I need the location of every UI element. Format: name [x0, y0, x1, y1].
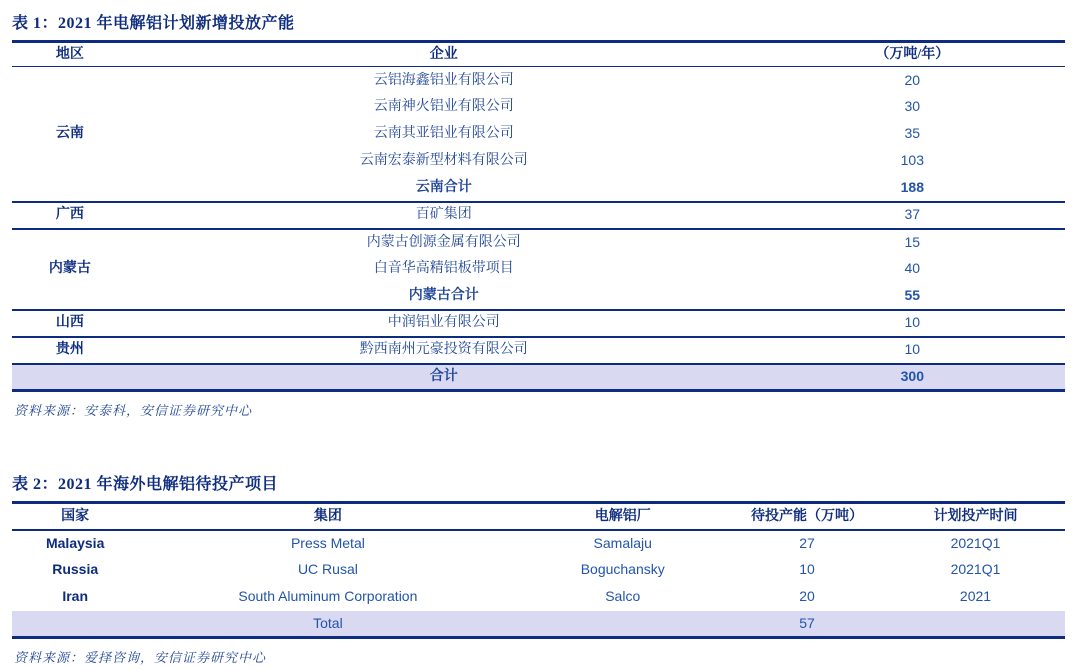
total-capacity-cell: 57	[799, 614, 815, 631]
group-cell: UC Rusal	[297, 561, 358, 578]
time-cell: 2021Q1	[950, 534, 1001, 551]
time-cell: 2021Q1	[950, 561, 1001, 578]
company-cell: 云南神火铝业有限公司	[373, 99, 514, 115]
table2-header-plant: 电解铝厂	[594, 508, 651, 524]
table-row	[12, 148, 1065, 175]
value-cell: 103	[900, 152, 924, 169]
table2-header-group: 集团	[313, 508, 342, 524]
table-row	[12, 256, 1065, 283]
table2	[12, 501, 1065, 639]
table-row	[12, 584, 1065, 611]
region-cell: 内蒙古	[48, 261, 91, 277]
table1-header-row	[12, 42, 1065, 67]
subtotal-label-cell: 内蒙古合计	[408, 287, 479, 303]
company-cell: 中润铝业有限公司	[387, 315, 500, 331]
company-cell: 黔西南州元豪投资有限公司	[359, 342, 528, 358]
table-row	[12, 530, 1065, 557]
subtotal-row	[12, 283, 1065, 310]
table1	[12, 40, 1065, 392]
table2-title: 表 2：2021 年海外电解铝待投产项目	[12, 476, 279, 493]
source-note: 资料来源：安泰科，安信证券研究中心	[14, 403, 253, 418]
table-row	[12, 94, 1065, 121]
value-cell: 40	[904, 260, 921, 277]
table-row	[12, 67, 1065, 94]
table-row	[12, 121, 1065, 148]
total-label-cell: 合计	[429, 369, 458, 385]
value-cell: 10	[904, 314, 921, 331]
empty-cell	[517, 611, 728, 638]
value-cell: 30	[904, 98, 921, 115]
empty-cell	[12, 611, 138, 638]
company-cell: 云南宏泰新型材料有限公司	[359, 153, 528, 169]
capacity-cell: 10	[799, 561, 815, 578]
empty-cell	[886, 611, 1065, 638]
table-row	[12, 202, 1065, 229]
country-cell: Malaysia	[45, 534, 105, 551]
table1-title: 表 1：2021 年电解铝计划新增投放产能	[12, 15, 295, 32]
capacity-cell: 20	[799, 588, 815, 605]
table2-section	[12, 471, 1065, 666]
source-note: 资料来源：爱择咨询，安信证券研究中心	[14, 650, 267, 665]
subtotal-label-cell: 云南合计	[415, 179, 472, 195]
table1-header-company: 企业	[429, 46, 458, 62]
empty-cell	[12, 364, 128, 391]
time-cell: 2021	[959, 588, 992, 605]
subtotal-value-cell: 55	[904, 286, 921, 303]
value-cell: 20	[904, 71, 921, 88]
value-cell: 15	[904, 233, 921, 250]
country-cell: Russia	[52, 561, 99, 578]
company-cell: 百矿集团	[415, 207, 472, 223]
table-row	[12, 557, 1065, 584]
table2-header-country: 国家	[61, 508, 90, 524]
total-row	[12, 611, 1065, 638]
total-value-cell: 300	[900, 368, 924, 385]
table2-header-time: 计划投产时间	[933, 508, 1018, 524]
region-cell: 广西	[55, 207, 84, 223]
company-cell: 白音华高精铝板带项目	[373, 261, 514, 277]
value-cell: 10	[904, 341, 921, 358]
table2-header-row	[12, 503, 1065, 530]
subtotal-row	[12, 175, 1065, 202]
value-cell: 37	[904, 206, 921, 223]
region-cell: 贵州	[55, 342, 84, 358]
group-cell: Press Metal	[290, 534, 365, 551]
table1-header-region: 地区	[55, 46, 84, 62]
plant-cell: Salco	[605, 588, 641, 605]
country-cell: Iran	[62, 588, 89, 605]
plant-cell: Samalaju	[593, 534, 652, 551]
table-row	[12, 229, 1065, 256]
group-cell: South Aluminum Corporation	[238, 588, 418, 605]
company-cell: 云铝海鑫铝业有限公司	[373, 72, 514, 88]
table1-header-capacity: （万吨/年）	[875, 46, 950, 62]
value-cell: 35	[904, 125, 921, 142]
table-row	[12, 310, 1065, 337]
table2-header-capacity: 待投产能（万吨）	[751, 508, 863, 524]
region-cell: 云南	[55, 126, 84, 142]
company-cell: 云南其亚铝业有限公司	[373, 126, 514, 142]
company-cell: 内蒙古创源金属有限公司	[366, 234, 521, 250]
capacity-cell: 27	[799, 534, 815, 551]
subtotal-value-cell: 188	[900, 178, 924, 195]
total-label-cell: Total	[313, 614, 343, 631]
region-cell: 山西	[55, 315, 84, 331]
table-row	[12, 337, 1065, 364]
plant-cell: Boguchansky	[580, 561, 665, 578]
table1-section	[12, 10, 1065, 419]
total-row	[12, 364, 1065, 391]
